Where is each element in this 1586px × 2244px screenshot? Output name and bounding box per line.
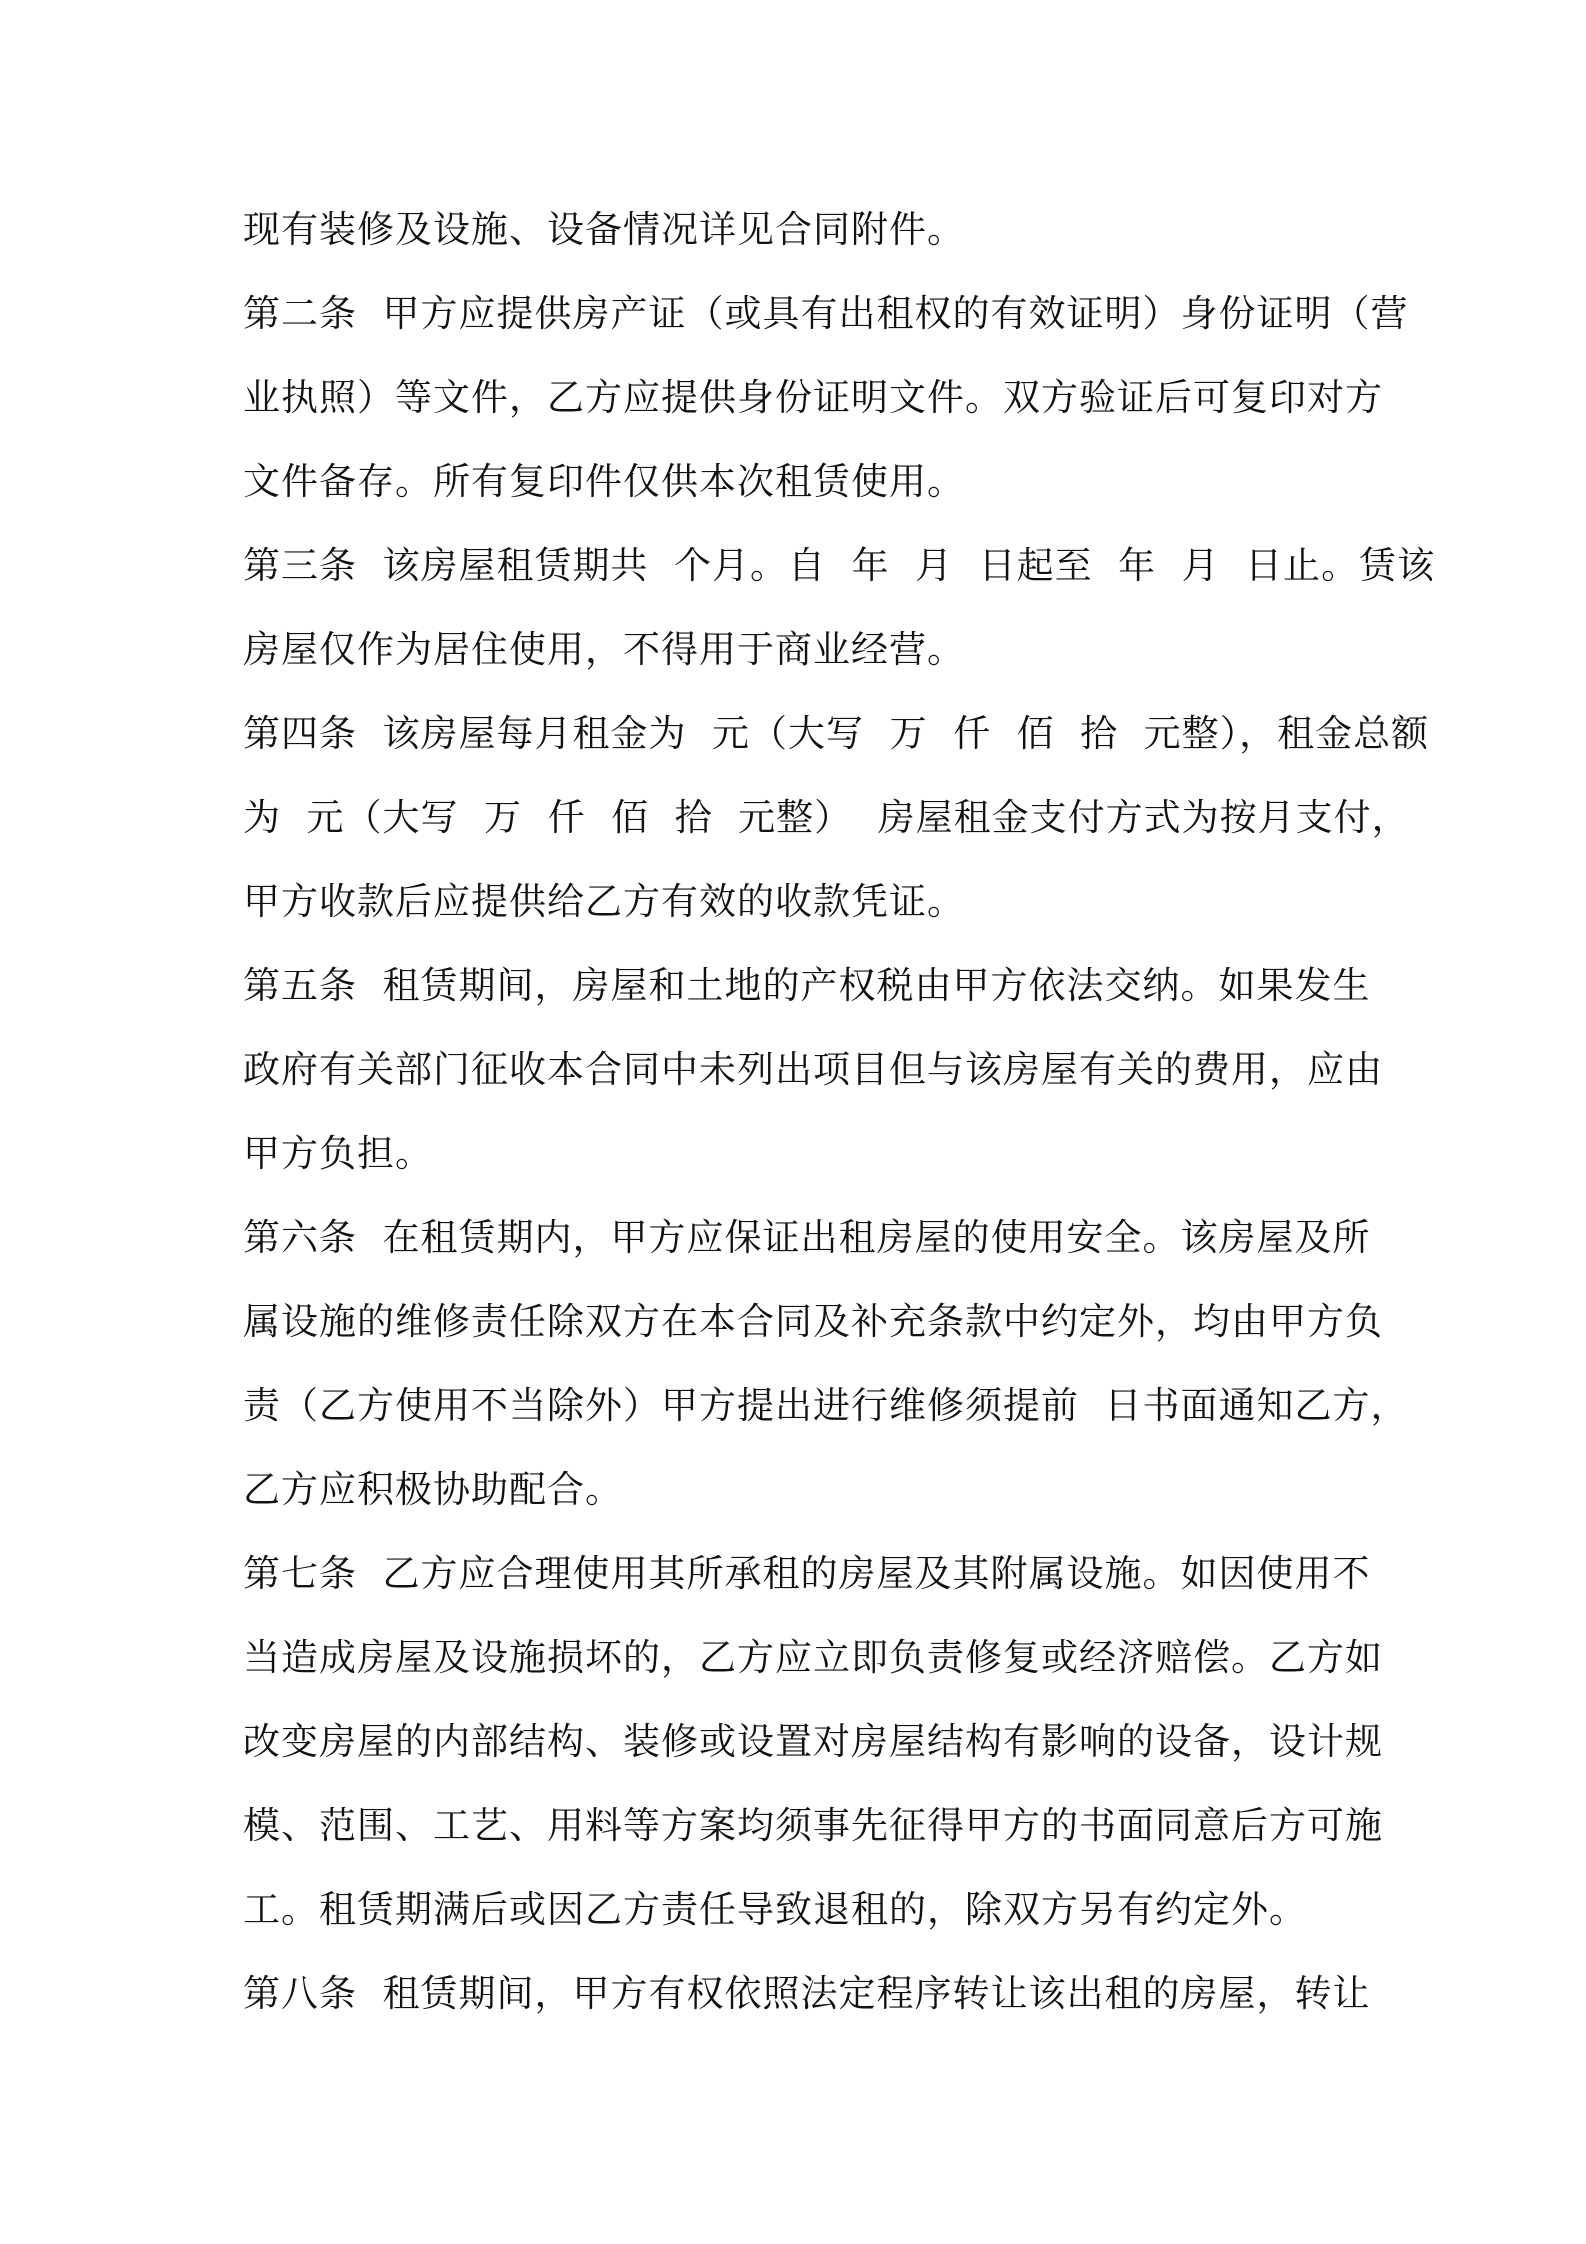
text-line: 为 元（大写 万 仟 佰 拾 元整） 房屋租金支付方式为按月支付， — [243, 796, 1410, 839]
contract-text-body — [243, 198, 1436, 2046]
text-line: 乙方应积极协助配合。 — [243, 1468, 623, 1511]
text-line: 当造成房屋及设施损坏的，乙方应立即负责修复或经济赔偿。乙方如 — [243, 1636, 1383, 1679]
text-line: 甲方收款后应提供给乙方有效的收款凭证。 — [243, 880, 965, 923]
text-line: 模、范围、工艺、用料等方案均须事先征得甲方的书面同意后方可施 — [243, 1804, 1383, 1847]
text-line: 房屋仅作为居住使用，不得用于商业经营。 — [243, 628, 965, 671]
text-line: 改变房屋的内部结构、装修或设置对房屋结构有影响的设备，设计规 — [243, 1720, 1383, 1763]
text-line: 文件备存。所有复印件仅供本次租赁使用。 — [243, 460, 965, 503]
text-line: 工。租赁期满后或因乙方责任导致退租的，除双方另有约定外。 — [243, 1888, 1307, 1931]
text-line: 第三条 该房屋租赁期共 个月。自 年 月 日起至 年 月 日止。赁该 — [243, 544, 1436, 587]
text-line: 甲方负担。 — [243, 1132, 433, 1175]
text-line: 现有装修及设施、设备情况详见合同附件。 — [243, 208, 965, 251]
text-line: 第二条 甲方应提供房产证（或具有出租权的有效证明）身份证明（营 — [243, 292, 1409, 335]
text-line: 第五条 租赁期间，房屋和土地的产权税由甲方依法交纳。如果发生 — [243, 964, 1371, 1007]
text-line: 第八条 租赁期间，甲方有权依照法定程序转让该出租的房屋，转让 — [243, 1972, 1371, 2015]
text-line: 属设施的维修责任除双方在本合同及补充条款中约定外，均由甲方负 — [243, 1300, 1383, 1343]
text-line: 第六条 在租赁期内，甲方应保证出租房屋的使用安全。该房屋及所 — [243, 1216, 1371, 1259]
text-line: 业执照）等文件，乙方应提供身份证明文件。双方验证后可复印对方 — [243, 376, 1383, 419]
text-line: 第七条 乙方应合理使用其所承租的房屋及其附属设施。如因使用不 — [243, 1552, 1371, 1595]
text-line: 责（乙方使用不当除外）甲方提出进行维修须提前 日书面通知乙方， — [243, 1384, 1409, 1427]
text-line: 政府有关部门征收本合同中未列出项目但与该房屋有关的费用，应由 — [243, 1048, 1383, 1091]
text-line: 第四条 该房屋每月租金为 元（大写 万 仟 佰 拾 元整），租金总额 — [243, 712, 1430, 755]
